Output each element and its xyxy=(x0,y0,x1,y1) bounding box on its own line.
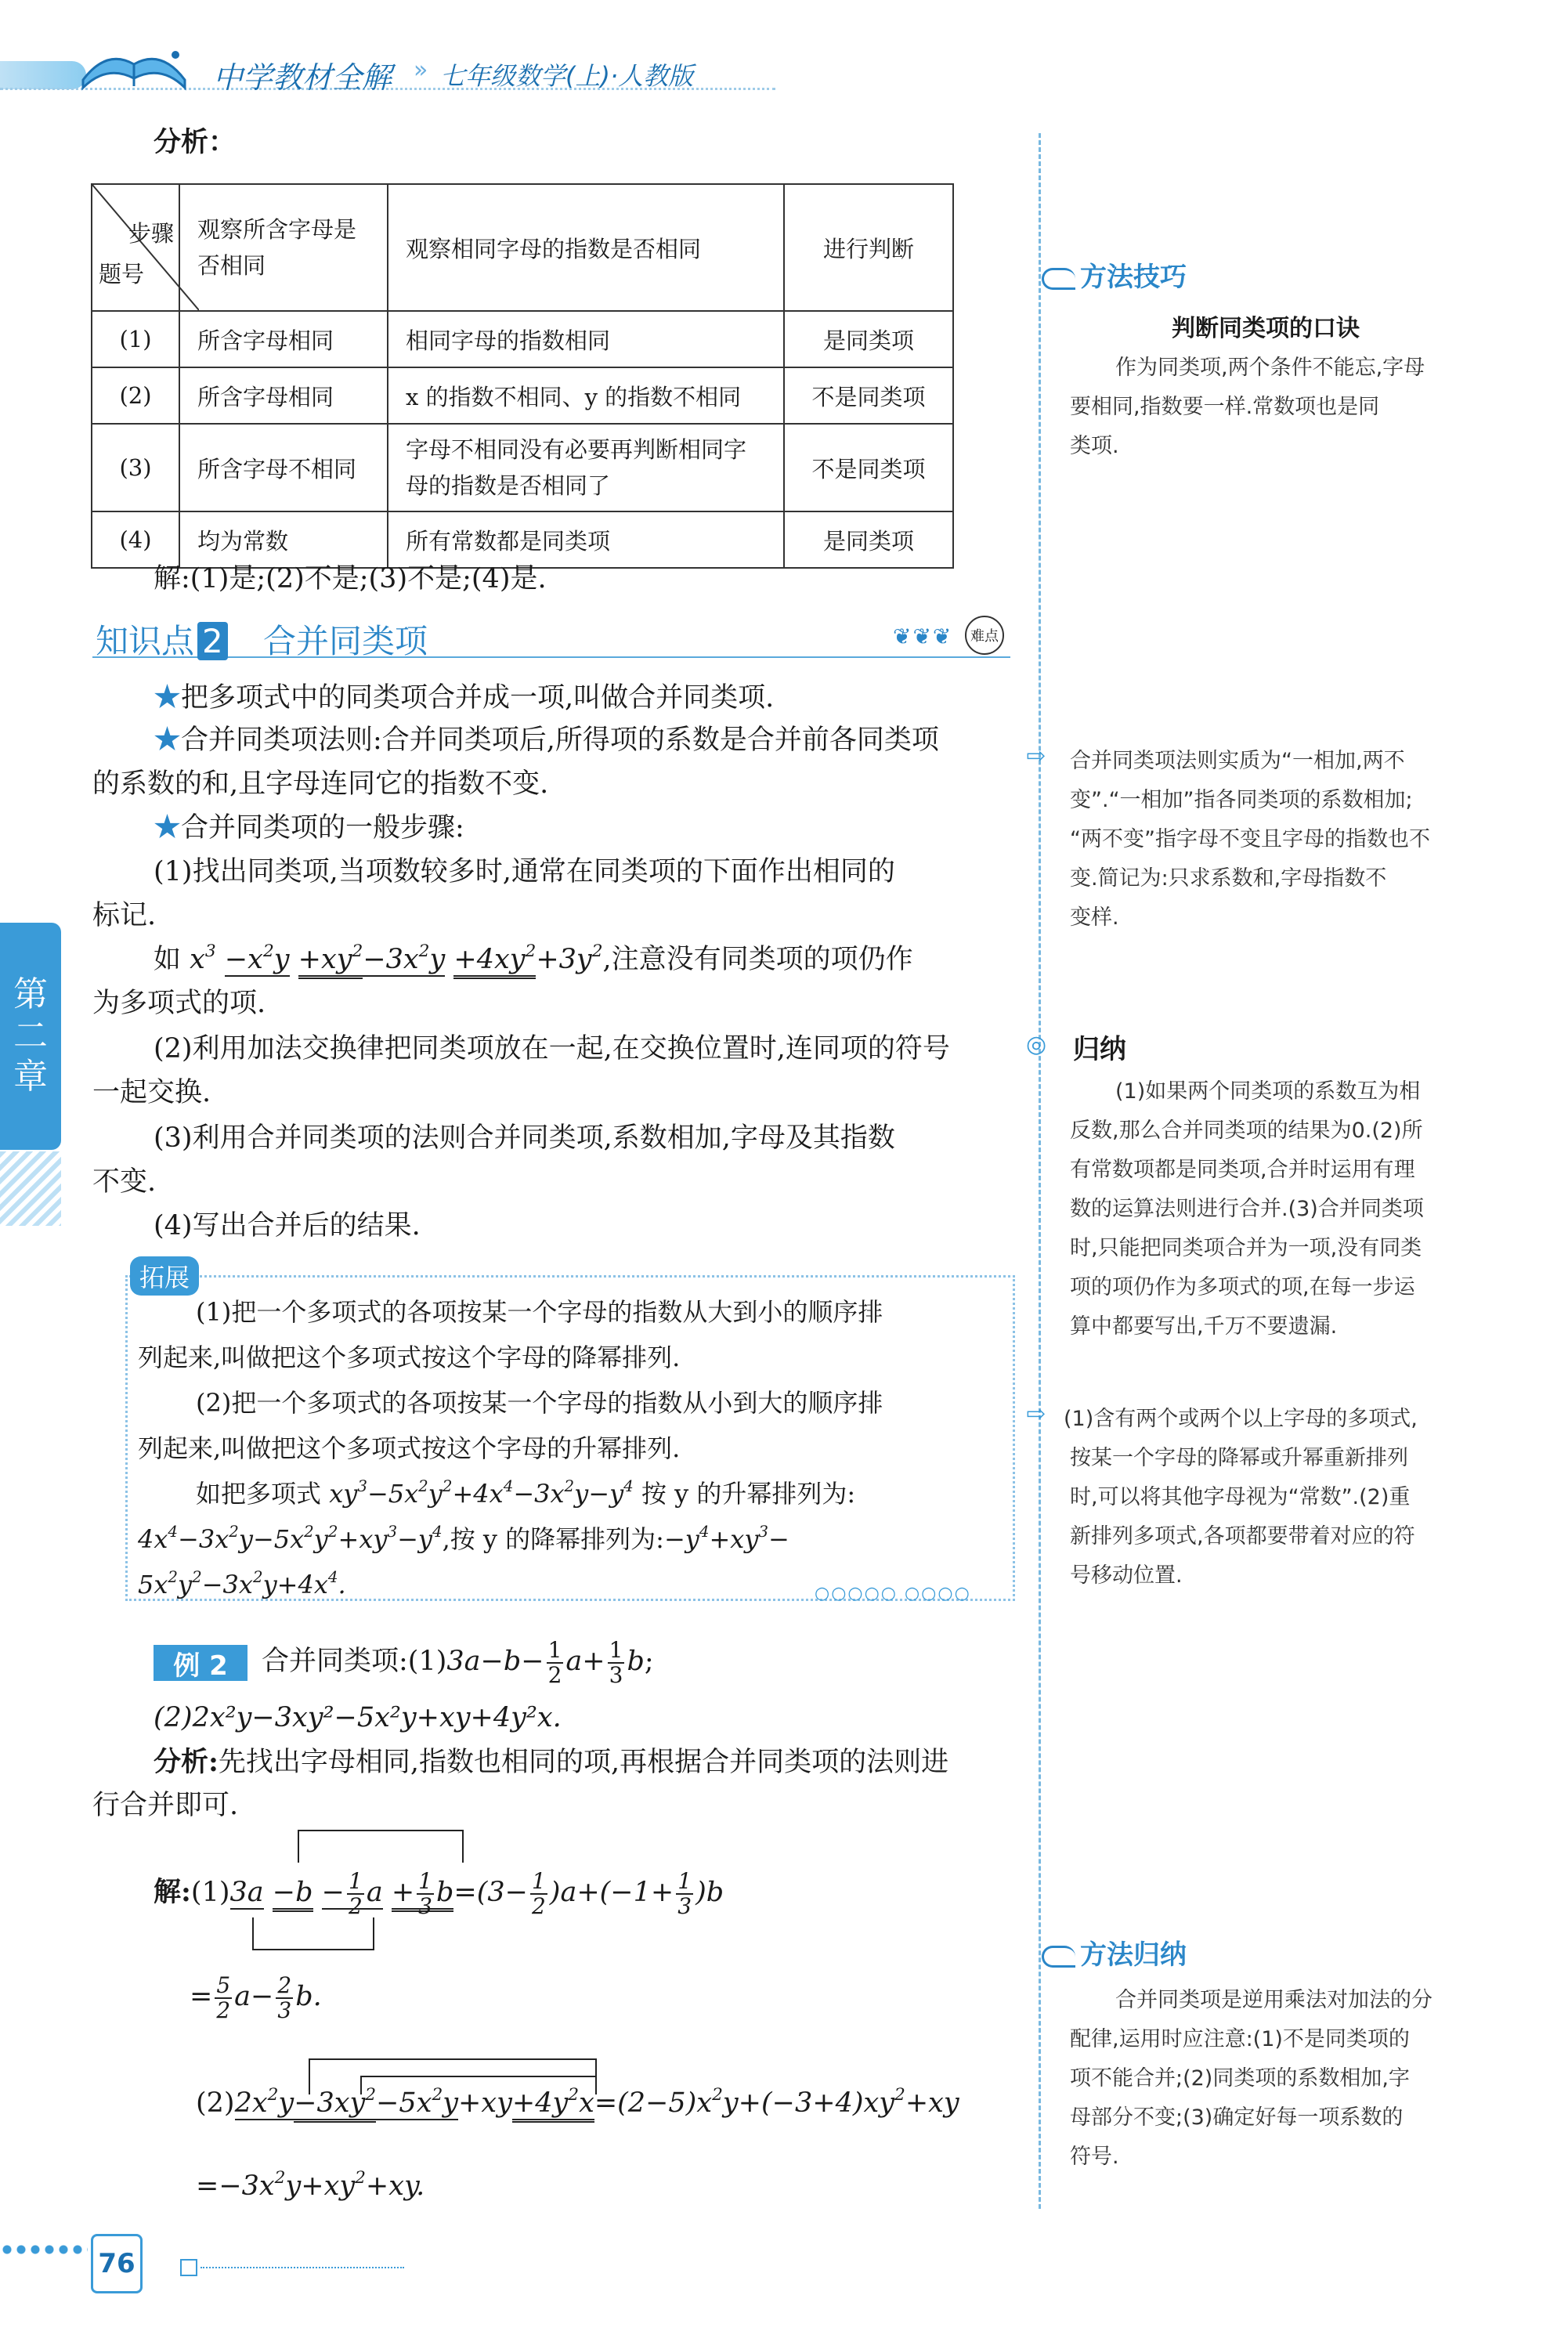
chapter-tab-char: 二 xyxy=(13,1015,48,1056)
step-3: (3)利用合并同类项的法则合并同类项,系数相加,字母及其指数 xyxy=(154,1122,895,1154)
note-line: 按某一个字母的降幂或升幂重新排列 xyxy=(1070,1446,1408,1470)
solution-1-result: = $\frac{5}{2}$ a− $\frac{2}{3}$ b. xyxy=(190,1972,322,2023)
summary-line: 时,只能把同类项合并为一项,没有同类 xyxy=(1070,1236,1422,1260)
analysis-table xyxy=(91,183,954,569)
row-number: (3) xyxy=(92,424,179,511)
summary-line: (1)如果两个同类项的系数互为相 xyxy=(1115,1079,1421,1104)
text: 合并同类项法则:合并同类项后,所得项的系数是合并前各同类项 xyxy=(181,725,939,756)
text: 先找出字母相同,指数也相同的项,再根据合并同类项的法则进 xyxy=(218,1747,949,1778)
text: 解: xyxy=(154,1876,191,1908)
header-decoration xyxy=(0,61,86,89)
expand-line: 列起来,叫做把这个多项式按这个字母的升幂排列. xyxy=(138,1433,681,1463)
body-paragraph xyxy=(154,717,939,764)
text: 如把多项式 xyxy=(196,1479,322,1509)
knowledge-point-label xyxy=(96,616,231,663)
summary-line: 反数,那么合并同类项的结果为0.(2)所 xyxy=(1070,1119,1423,1143)
analysis-label: 分析： xyxy=(154,126,237,158)
note-line: 合并同类项法则实质为“一相加,两不 xyxy=(1070,749,1405,773)
body-paragraph xyxy=(154,805,464,851)
tip-line: 项不能合并;(2)同类项的系数相加,字 xyxy=(1070,2066,1410,2091)
table-cell: x 的指数不相同、y 的指数不相同 xyxy=(388,367,784,424)
text: 方法归纳 xyxy=(1080,1939,1187,1971)
text: (1) xyxy=(190,1877,230,1908)
example-cont: 为多项式的项. xyxy=(92,988,266,1019)
difficulty-badge: 难点 xyxy=(965,616,1004,655)
hook-icon xyxy=(1042,1946,1075,1968)
table-cell: 是同类项 xyxy=(784,511,953,568)
text: 分析: xyxy=(154,1746,219,1778)
chapter-tab-stripe xyxy=(0,1151,61,1226)
footer-square-icon xyxy=(180,2259,197,2276)
expand-line: $4x^4-3x^2y-5x^2y^2+xy^3-y^4$,按 y 的降幂排列为$:-y^4+xy^3-$ xyxy=(138,1523,789,1554)
column-divider xyxy=(1039,133,1041,2209)
summary-line: 项的项仍作为多项式的项,在每一步运 xyxy=(1070,1275,1415,1299)
tip-line: 要相同,指数要一样.常数项也是同 xyxy=(1070,395,1380,419)
row-number: (2) xyxy=(92,367,179,424)
table-cell: 所含字母相同 xyxy=(179,367,388,424)
corner-number: 题号 xyxy=(99,261,145,287)
table-corner-cell xyxy=(92,184,179,311)
text: 合并同类项的一般步骤: xyxy=(181,812,464,844)
summary-line: 算中都要写出,千万不要遗漏. xyxy=(1070,1314,1338,1339)
example-prompt: 合并同类项:(1)3a−b− $\frac{1}{2}$ a+ $\frac{1}{3}$ b; xyxy=(262,1637,654,1688)
example-analysis xyxy=(154,1739,948,1786)
table-header: 观察所含字母是否相同 xyxy=(179,184,388,311)
book-logo-icon xyxy=(75,41,193,96)
method-tip-heading xyxy=(1042,255,1187,294)
summary-line: 数的运算法则进行合并.(3)合并同类项 xyxy=(1070,1197,1424,1221)
grouping-bracket-top xyxy=(298,1830,464,1863)
table-cell: 不是同类项 xyxy=(784,367,953,424)
table-cell: 不是同类项 xyxy=(784,424,953,511)
example-polynomial: 如 $x^3 -x^2y +xy^2-3x^2y +4xy^2+3y^2$,注意没有同类项的项仍作 xyxy=(154,937,913,983)
table-cell: 均为常数 xyxy=(179,511,388,568)
solution-2-result: $=-3x^2y+xy^2+xy$. xyxy=(196,2168,425,2202)
tip-line: 合并同类项是逆用乘法对加法的分 xyxy=(1115,1988,1433,2012)
note-line: 新排列多项式,各项都要带着对应的符 xyxy=(1070,1524,1415,1549)
text: 方法技巧 xyxy=(1080,262,1187,293)
table-row xyxy=(92,367,953,424)
kp-number: 2 xyxy=(197,622,228,660)
table-header: 进行判断 xyxy=(784,184,953,311)
tip-line: 配律,运用时应注意:(1)不是同类项的 xyxy=(1070,2027,1410,2051)
chapter-tab-char: 章 xyxy=(13,1057,48,1097)
difficulty-flames-icon: ❦❦❦ xyxy=(893,623,953,649)
table-cell: 所有常数都是同类项 xyxy=(388,511,784,568)
book-subtitle: 七年级数学(上)·人教版 xyxy=(440,61,694,91)
expand-line: $5x^2y^2-3x^2y+4x^4$. xyxy=(138,1568,346,1599)
step-1: (1)找出同类项,当项数较多时,通常在同类项的下面作出相同的 xyxy=(154,856,895,887)
tip-title: 判断同类项的口诀 xyxy=(1172,315,1360,342)
note-line: 变样. xyxy=(1070,905,1119,930)
text: 如 xyxy=(154,944,182,975)
note-line: 变”.“一相加”指各同类项的系数相加; xyxy=(1070,788,1413,812)
target-icon: ◎ xyxy=(1026,1031,1047,1058)
book-title: 中学教材全解 xyxy=(213,60,392,95)
analysis-answer: 解:(1)是;(2)不是;(3)不是;(4)是. xyxy=(154,563,547,595)
summary-line: 有常数项都是同类项,合并时运用有理 xyxy=(1070,1158,1415,1182)
solution-2: $(2)2x^2y-3xy^2-5x^2y+xy+4y^2x=(2-5)x^2y+(-3+4)xy^2+xy$ xyxy=(196,2080,959,2127)
header-separator: » xyxy=(414,56,428,84)
tip-line: 母部分不变;(3)确定好每一项系数的 xyxy=(1070,2105,1404,2130)
table-cell: 所含字母相同 xyxy=(179,311,388,367)
note-line: “两不变”指字母不变且字母的指数也不 xyxy=(1070,827,1430,851)
note-line: (1)含有两个或两个以上字母的多项式, xyxy=(1064,1407,1418,1431)
grouping-bracket-bottom xyxy=(252,1917,374,1950)
arrow-icon: ⇨ xyxy=(1026,743,1046,770)
corner-steps: 步骤 xyxy=(128,220,174,247)
star-icon: ★ xyxy=(154,725,182,756)
row-number: (4) xyxy=(92,511,179,568)
note-line: 变.简记为:只求系数和,字母指数不 xyxy=(1070,866,1387,891)
step-2: (2)利用加法交换律把同类项放在一起,在交换位置时,连同项的符号 xyxy=(154,1033,950,1064)
arrow-icon: ⇨ xyxy=(1026,1401,1046,1428)
expand-dots: ○○○○○ ○○○○ xyxy=(815,1584,971,1603)
text: ,按 y 的降幂排列为: xyxy=(442,1524,664,1554)
expand-line: (1)把一个多项式的各项按某一个字母的指数从大到小的顺序排 xyxy=(196,1297,883,1327)
example-question-2: (2)2x²y−3xy²−5x²y+xy+4y²x. xyxy=(154,1702,562,1733)
body-paragraph-cont: 的系数的和,且字母连同它的指数不变. xyxy=(92,768,549,800)
text: 按 y 的升幂排列为: xyxy=(641,1479,856,1509)
text: 把多项式中的同类项合并成一项,叫做合并同类项. xyxy=(181,682,775,714)
note-line: 号移动位置. xyxy=(1070,1563,1183,1588)
hook-icon xyxy=(1042,268,1075,290)
solution-1: 解:(1)3a −b − $\frac{1}{2}$ a + $\frac{1}{3}$ b=(3− $\frac{1}{2}$ )a+(−1+ $\frac{1}{3}$ )b xyxy=(154,1868,724,1919)
table-row xyxy=(92,311,953,367)
table-cell: 相同字母的指数相同 xyxy=(388,311,784,367)
expand-line: 列起来,叫做把这个多项式按这个字母的降幂排列. xyxy=(138,1343,681,1372)
star-icon: ★ xyxy=(154,812,182,844)
expand-tag: 拓展 xyxy=(130,1256,199,1296)
section-title: 合并同类项 xyxy=(263,622,428,660)
table-header: 观察相同字母的指数是否相同 xyxy=(388,184,784,311)
footer-dots xyxy=(0,2240,88,2259)
example-analysis-cont: 行合并即可. xyxy=(92,1790,239,1821)
text: 合并同类项:(1) xyxy=(262,1646,447,1677)
step-3-cont: 不变. xyxy=(92,1166,157,1198)
kp-prefix: 知识点 xyxy=(96,622,195,660)
expand-line: 如把多项式 $xy^3-5x^2y^2+4x^4-3x^2y-y^4$ 按 y 的升幂排列为: xyxy=(196,1477,856,1509)
table-cell: 字母不相同没有必要再判断相同字母的指数是否相同了 xyxy=(388,424,784,511)
expand-line: (2)把一个多项式的各项按某一个字母的指数从小到大的顺序排 xyxy=(196,1388,883,1418)
table-cell: 是同类项 xyxy=(784,311,953,367)
example-badge: 例 2 xyxy=(154,1645,247,1681)
star-icon: ★ xyxy=(154,682,182,714)
tip-line: 作为同类项,两个条件不能忘,字母 xyxy=(1115,356,1425,380)
step-1-cont: 标记. xyxy=(92,900,157,931)
page-number: 76 xyxy=(91,2234,143,2293)
method-summary-heading xyxy=(1042,1933,1187,1972)
row-number: (1) xyxy=(92,311,179,367)
text: ,注意没有同类项的项仍作 xyxy=(602,944,913,975)
body-paragraph xyxy=(154,675,774,721)
chapter-tab[interactable] xyxy=(0,923,61,1150)
tip-line: 符号. xyxy=(1070,2145,1119,2169)
summary-heading: 归纳 xyxy=(1073,1034,1126,1065)
tip-line: 类项. xyxy=(1070,434,1119,458)
text: (2) xyxy=(196,2087,235,2119)
table-cell: 所含字母不相同 xyxy=(179,424,388,511)
chapter-tab-char: 第 xyxy=(13,974,48,1014)
footer-rule xyxy=(201,2267,404,2268)
step-2-cont: 一起交换. xyxy=(92,1077,211,1108)
table-row xyxy=(92,424,953,511)
note-line: 时,可以将其他字母视为“常数”.(2)重 xyxy=(1070,1485,1411,1509)
step-4: (4)写出合并后的结果. xyxy=(154,1210,421,1241)
